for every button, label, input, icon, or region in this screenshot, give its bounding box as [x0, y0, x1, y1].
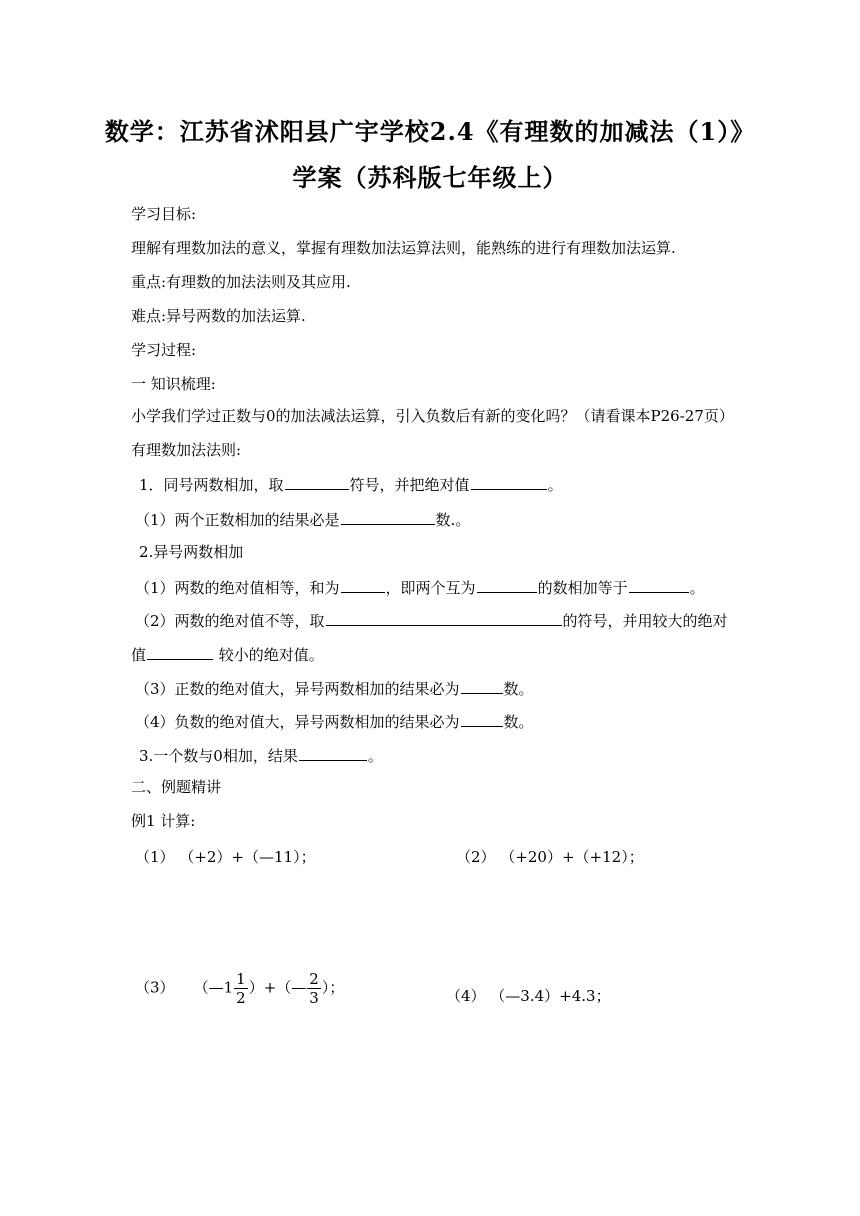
goals-text: 理解有理数加法的意义，掌握有理数加法运算法则，能熟练的进行有理数加法运算. — [131, 239, 676, 257]
problem-3-mid: ）+（— — [248, 978, 307, 997]
rule-2-4-text-b: 数。 — [503, 713, 534, 731]
blank-opposite[interactable] — [477, 576, 537, 593]
rule-2-3-text-b: 数。 — [503, 680, 534, 698]
fraction-two-thirds — [307, 970, 321, 1007]
rule-2-2-cont — [131, 643, 324, 665]
key-point: 重点:有理数的加法法则及其应用. — [131, 273, 351, 291]
problem-1: （1） （+2）+（—11）； — [135, 848, 316, 866]
blank-negative-case[interactable] — [461, 710, 503, 727]
rule-2-1-text-c: 的数相加等于 — [537, 579, 628, 597]
rule-2-1-text-d: 。 — [689, 579, 705, 597]
rule-1-1 — [135, 508, 470, 530]
rule-2-2-text-d: 较小的绝对值。 — [214, 646, 324, 664]
rule-3-text-b: 。 — [367, 747, 383, 765]
rule-2-1-text-a: （1）两数的绝对值相等，和为 — [135, 579, 340, 597]
rule-1-text-a: 1．同号两数相加，取 — [139, 476, 284, 494]
blank-take-sign[interactable] — [326, 609, 562, 626]
problem-3-close: ）； — [321, 978, 345, 997]
section1-heading: 一 知识梳理: — [131, 375, 216, 393]
problem-4: （4） （—3.4）+4.3； — [446, 987, 611, 1005]
blank-equals[interactable] — [629, 576, 689, 593]
rule-3-text-a: 3.一个数与0相加，结果 — [139, 747, 298, 765]
problem-2: （2） （+20）+（+12）； — [456, 848, 644, 866]
rule-1 — [139, 473, 563, 495]
rule-2-2-text-c: 值 — [131, 646, 147, 664]
rule-2-2-text-b: 的符号，并用较大的绝对 — [562, 612, 728, 630]
rule-1-text-c: 。 — [547, 476, 563, 494]
rule-1-text-b: 符号，并把绝对值 — [349, 476, 470, 494]
rule-2-1-text-b: ，即两个互为 — [385, 579, 476, 597]
rule-2-2-text-a: （2）两数的绝对值不等，取 — [135, 612, 325, 630]
blank-positive-case[interactable] — [461, 677, 503, 694]
rule-3 — [139, 744, 383, 766]
fraction-one-half — [234, 970, 248, 1007]
goals-heading: 学习目标: — [131, 205, 197, 223]
rule-2-3-text-a: （3）正数的绝对值大，异号两数相加的结果必为 — [135, 680, 460, 698]
problem-3-label: （3） — [135, 978, 175, 997]
example-1-heading: 例1 计算: — [131, 812, 196, 830]
fraction-numerator: 2 — [309, 970, 319, 988]
difficulty: 难点:异号两数的加法运算. — [131, 307, 306, 325]
doc-title-line1: 数学：江苏省沭阳县广宇学校2.4《有理数的加减法（1）》 — [104, 117, 756, 146]
section2-heading: 二、例题精讲 — [131, 778, 222, 796]
fraction-denominator: 3 — [309, 989, 319, 1007]
intro-text: 小学我们学过正数与0的加法减法运算，引入负数后有新的变化吗？（请看课本P26-27页） — [131, 407, 734, 425]
problem-3 — [135, 970, 344, 1007]
fraction-numerator: 1 — [236, 970, 246, 988]
rule-2-3 — [135, 677, 534, 699]
blank-sign[interactable] — [285, 473, 349, 490]
fraction-denominator: 2 — [236, 989, 246, 1007]
rule-2-2 — [135, 609, 728, 631]
rule-2: 2.异号两数相加 — [139, 543, 244, 561]
blank-abs-value[interactable] — [471, 473, 547, 490]
rule-2-4 — [135, 710, 534, 732]
blank-sum[interactable] — [341, 576, 385, 593]
rule-1-1-text-a: （1）两个正数相加的结果必是 — [135, 511, 340, 529]
rule-heading: 有理数加法法则: — [131, 441, 242, 459]
doc-title-line2: 学案（苏科版七年级上） — [292, 163, 568, 192]
process-heading: 学习过程: — [131, 341, 197, 359]
blank-operation[interactable] — [147, 643, 213, 660]
rule-2-4-text-a: （4）负数的绝对值大，异号两数相加的结果必为 — [135, 713, 460, 731]
rule-2-1 — [135, 576, 705, 598]
problem-3-open: （—1 — [193, 978, 234, 997]
rule-1-1-text-b: 数.。 — [435, 511, 471, 529]
blank-positive-result[interactable] — [341, 508, 435, 525]
blank-zero-result[interactable] — [299, 744, 367, 761]
